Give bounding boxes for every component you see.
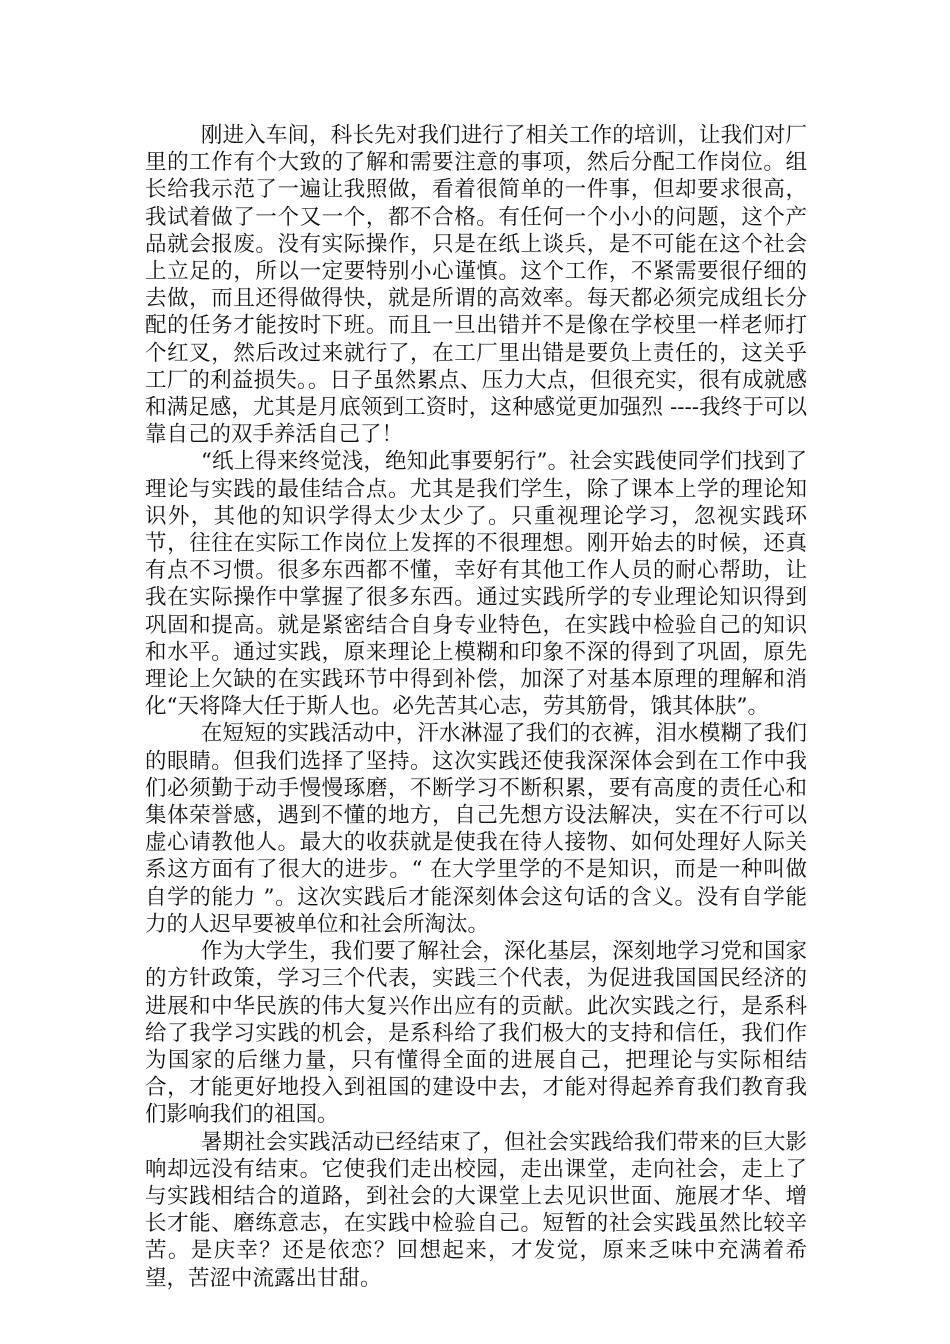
paragraph-1: 刚进入车间，科长先对我们进行了相关工作的培训，让我们对厂里的工作有个大致的了解和需要注意的事项，然后分配工作岗位。组长给我示范了一遍让我照做，看着很简单的一件事，但却要求很高，我试着做了一个又一个，都不合格。有任何一个小小的问题，这个产品就会报废。没有实际操作，只是在纸上谈兵，是不可能在这个社会上立足的，所以一定要特别小心谨慎。这个工作，不紧需要很仔细的去做，而且还得做得快，就是所谓的高效率。每天都必须完成组长分配的任务才能按时下班。而且一旦出错并不是像在学校里一样老师打个红叉，然后改过来就行了，在工厂里出错是要负上责任的，这关乎工厂的利益损失。。日子虽然累点、压力大点，但很充实，很有成就感和满足感，尤其是月底领到工资时，这种感觉更加强烈 ----我终于可以靠自己的双手养活自己了！ — [145, 123, 807, 448]
paragraph-2: “纸上得来终觉浅，绝知此事要躬行”。社会实践使同学们找到了理论与实践的最佳结合点。尤其是我们学生，除了课本上学的理论知识外，其他的知识学得太少太少了。只重视理论学习，忽视实践环节，往往在实际工作岗位上发挥的不很理想。刚开始去的时候，还真有点不习惯。很多东西都不懂，幸好有其他工作人员的耐心帮助，让我在实际操作中掌握了很多东西。通过实践所学的专业理论知识得到巩固和提高。就是紧密结合自身专业特色，在实践中检验自己的知识和水平。通过实践，原来理论上模糊和印象不深的得到了巩固，原先理论上欠缺的在实践环节中得到补偿，加深了对基本原理的理解和消化“天将降大任于斯人也。必先苦其心志，劳其筋骨，饿其体肤”。 — [145, 449, 807, 720]
document-page — [145, 122, 807, 1292]
paragraph-5: 暑期社会实践活动已经结束了，但社会实践给我们带来的巨大影响却远没有结束。它使我们走出校园，走出课堂，走向社会，走上了与实践相结合的道路，到社会的大课堂上去见识世面、施展才华、增长才能、磨练意志，在实践中检验自己。短暂的社会实践虽然比较辛苦。是庆幸？还是依恋？回想起来，才发觉，原来乏味中充满着希望，苦涩中流露出甘甜。 — [145, 1129, 807, 1291]
paragraph-4: 作为大学生，我们要了解社会，深化基层，深刻地学习党和国家的方针政策，学习三个代表，实践三个代表，为促进我国国民经济的进展和中华民族的伟大复兴作出应有的贡献。此次实践之行，是系科给了我学习实践的机会，是系科给了我们极大的支持和信任，我们作为国家的后继力量，只有懂得全面的进展自己，把理论与实际相结合，才能更好地投入到祖国的建设中去，才能对得起养育我们教育我们影响我们的祖国。 — [145, 939, 807, 1128]
paragraph-3: 在短短的实践活动中，汗水淋湿了我们的衣裤，泪水模糊了我们的眼睛。但我们选择了坚持。这次实践还使我深深体会到在工作中我们必须勤于动手慢慢琢磨，不断学习不断积累，要有高度的责任心和集体荣誉感，遇到不懂的地方，自己先想方设法解决，实在不行可以虚心请教他人。最大的收获就是使我在待人接物、如何处理好人际关系这方面有了很大的进步。“ 在大学里学的不是知识，而是一种叫做自学的能力 ”。这次实践后才能深刻体会这句话的含义。没有自学能力的人迟早要被单位和社会所淘汰。 — [145, 721, 807, 937]
